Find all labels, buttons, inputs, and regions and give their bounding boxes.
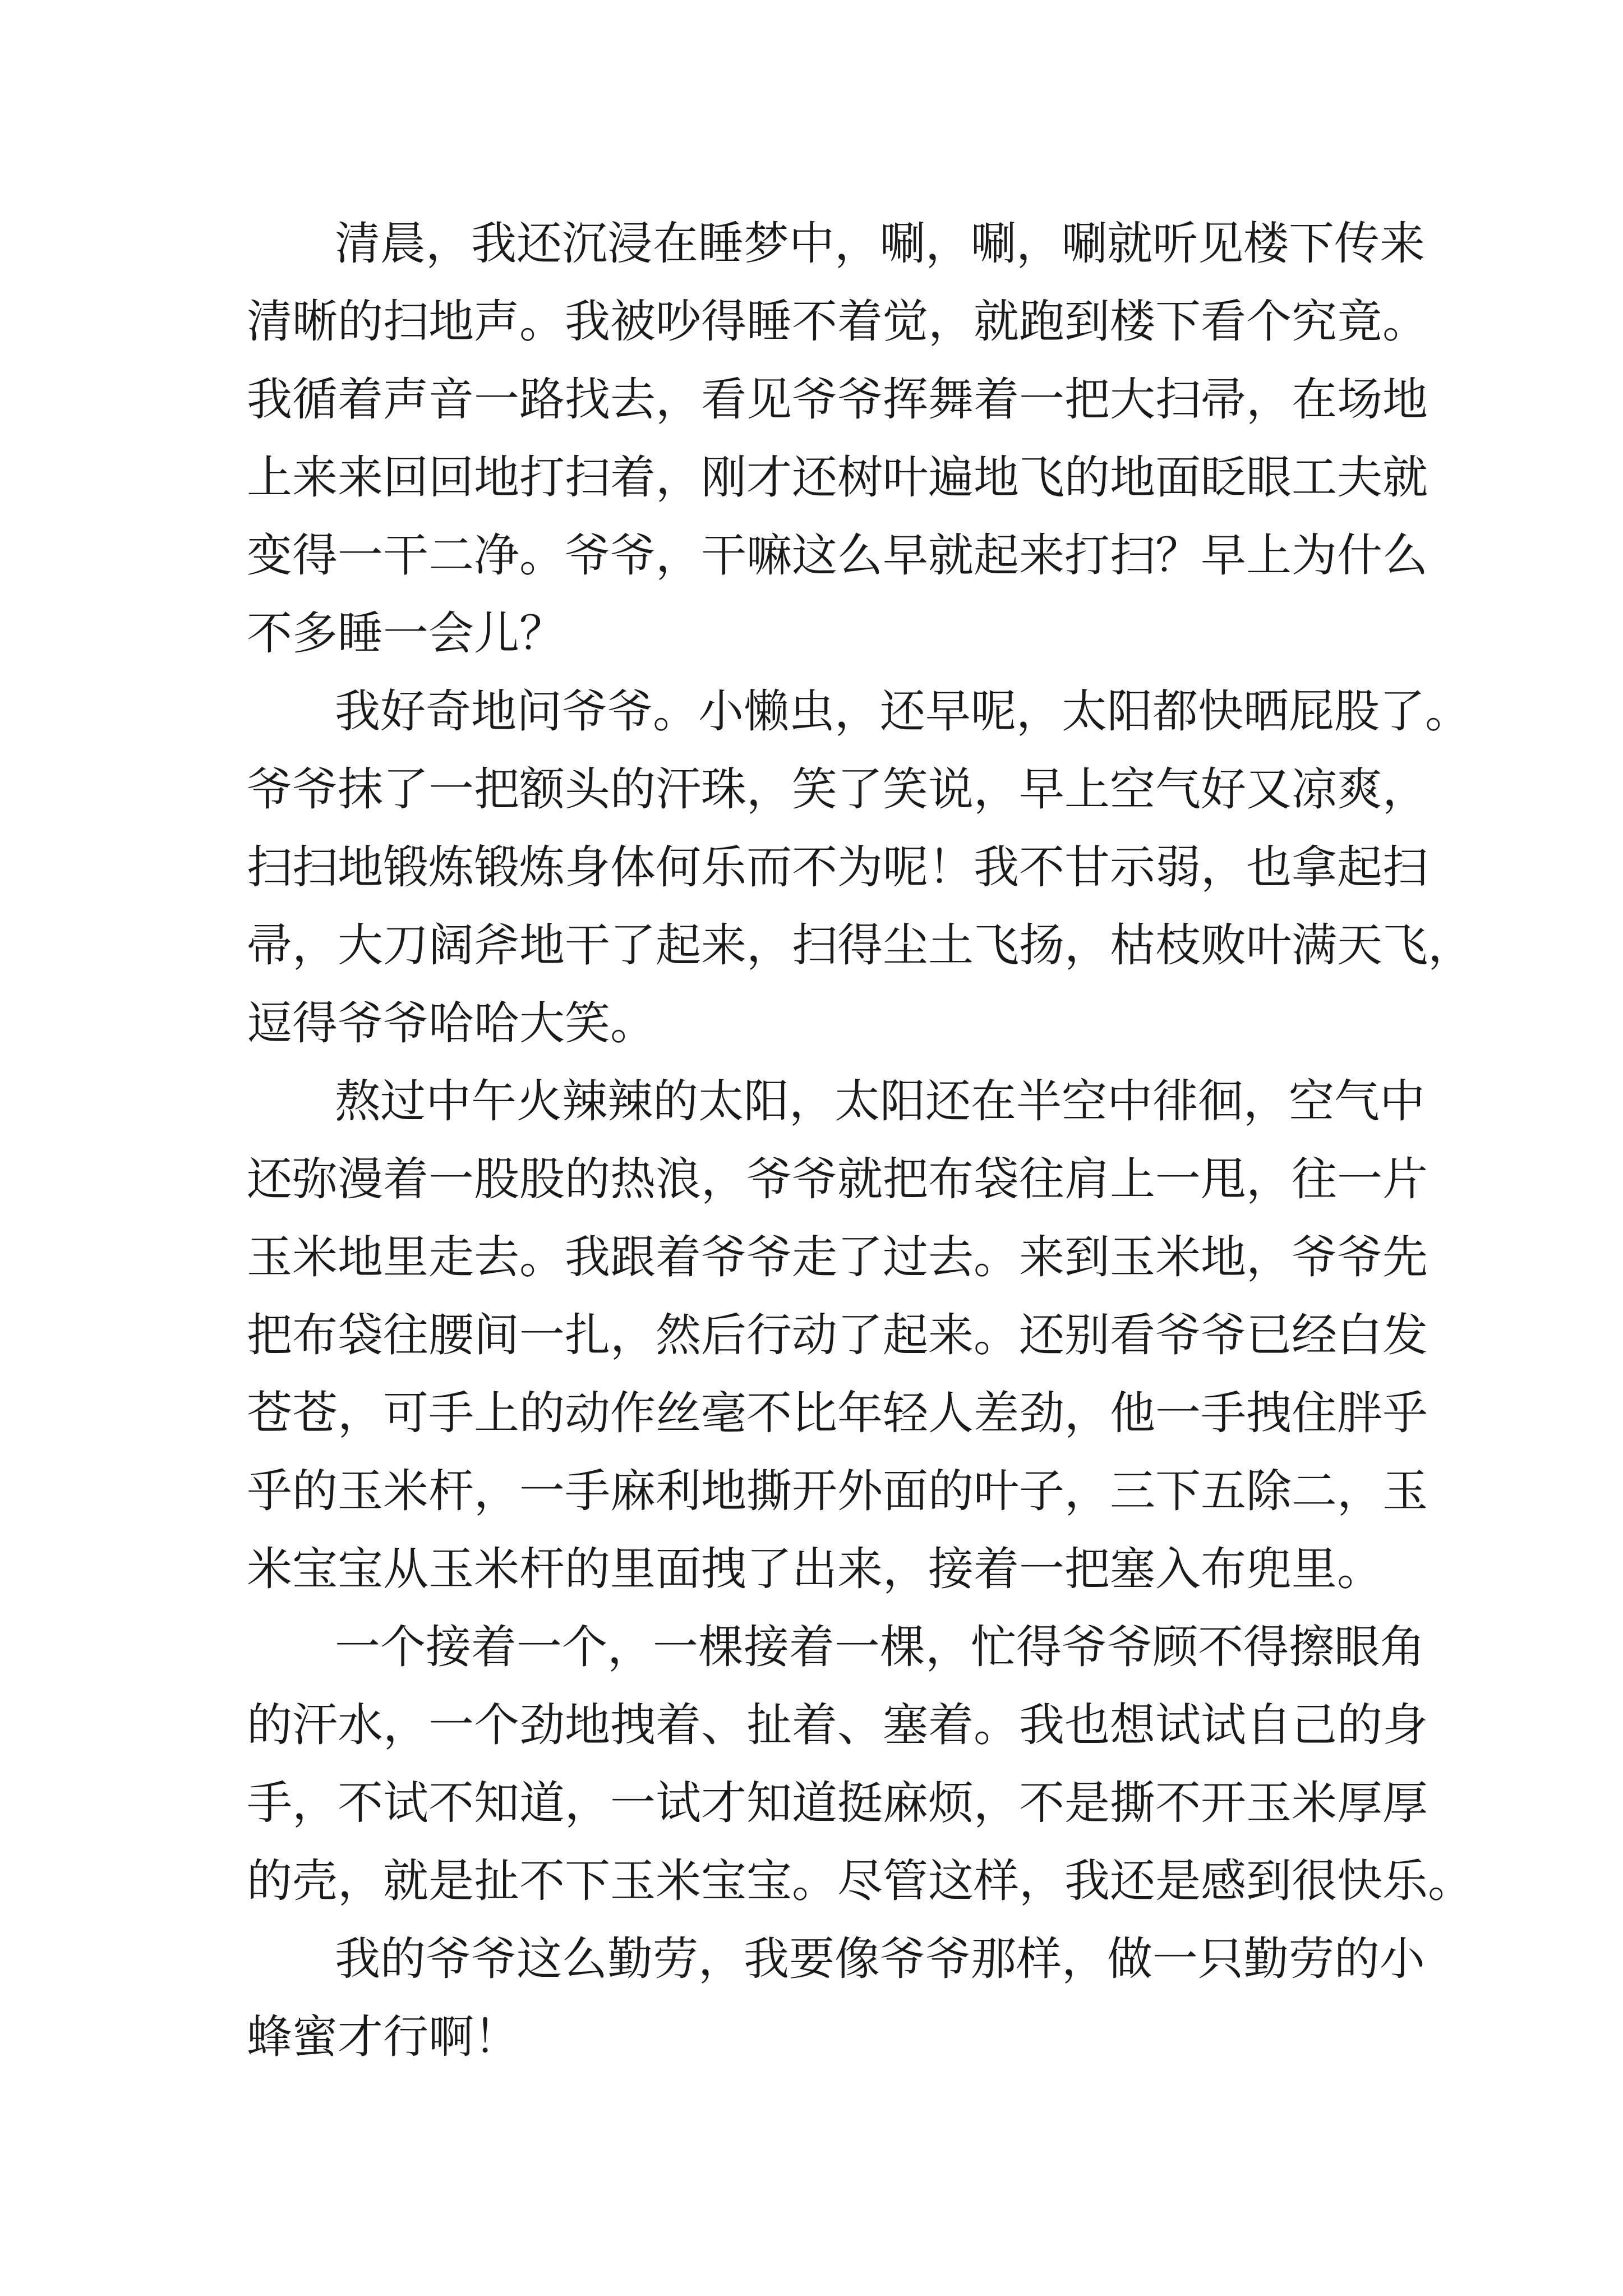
text-line xyxy=(0,984,1623,1063)
text-line xyxy=(0,1608,1623,1687)
line-text: 变得一干二净。爷爷，干嘛这么早就起来打扫？早上为什么 xyxy=(247,530,1428,582)
line-text: 清晨，我还沉浸在睡梦中，唰，唰，唰就听见楼下传来 xyxy=(335,218,1426,270)
text-line xyxy=(0,595,1623,673)
text-line xyxy=(0,1530,1623,1609)
line-text: 爷爷抹了一把额头的汗珠，笑了笑说，早上空气好又凉爽， xyxy=(247,763,1428,816)
line-text: 一个接着一个，一棵接着一棵，忙得爷爷顾不得擦眼角 xyxy=(335,1621,1426,1674)
line-text: 的汗水，一个劲地拽着、扯着、塞着。我也想试试自己的身 xyxy=(247,1699,1428,1752)
text-line xyxy=(0,205,1623,283)
line-text: 把布袋往腰间一扎，然后行动了起来。还别看爷爷已经白发 xyxy=(247,1309,1428,1362)
text-line xyxy=(0,1452,1623,1531)
text-line xyxy=(0,361,1623,439)
line-text: 苍苍，可手上的动作丝毫不比年轻人差劲，他一手拽住胖乎 xyxy=(247,1387,1428,1440)
text-line xyxy=(0,1374,1623,1453)
line-text: 的壳，就是扯不下玉米宝宝。尽管这样，我还是感到很快乐。 xyxy=(247,1855,1474,1908)
line-text: 手，不试不知道，一试才知道挺麻烦，不是撕不开玉米厚厚 xyxy=(247,1777,1428,1830)
text-line xyxy=(0,1842,1623,1921)
text-line xyxy=(0,907,1623,985)
text-line xyxy=(0,1218,1623,1297)
text-line xyxy=(0,1686,1623,1765)
line-text: 我循着声音一路找去，看见爷爷挥舞着一把大扫帚，在场地 xyxy=(247,374,1428,426)
text-line xyxy=(0,829,1623,907)
line-text: 米宝宝从玉米杆的里面拽了出来，接着一把塞入布兜里。 xyxy=(247,1543,1383,1596)
line-text: 蜂蜜才行啊！ xyxy=(247,2011,520,2064)
text-line xyxy=(0,283,1623,361)
text-line xyxy=(0,1764,1623,1843)
text-line xyxy=(0,1296,1623,1375)
line-text: 逗得爷爷哈哈大笑。 xyxy=(247,997,656,1050)
text-line xyxy=(0,1062,1623,1141)
line-text: 熬过中午火辣辣的太阳，太阳还在半空中徘徊，空气中 xyxy=(335,1075,1426,1128)
text-line xyxy=(0,1140,1623,1219)
text-line xyxy=(0,517,1623,595)
text-line xyxy=(0,1920,1623,1999)
line-text: 清晰的扫地声。我被吵得睡不着觉，就跑到楼下看个究竟。 xyxy=(247,296,1428,348)
text-line xyxy=(0,673,1623,751)
line-text: 帚，大刀阔斧地干了起来，扫得尘土飞扬，枯枝败叶满天飞， xyxy=(247,919,1474,972)
line-text: 还弥漫着一股股的热浪，爷爷就把布袋往肩上一甩，往一片 xyxy=(247,1153,1428,1206)
text-line xyxy=(0,751,1623,829)
text-line xyxy=(0,1998,1623,2077)
line-text: 玉米地里走去。我跟着爷爷走了过去。来到玉米地，爷爷先 xyxy=(247,1231,1428,1284)
line-text: 我的爷爷这么勤劳，我要像爷爷那样，做一只勤劳的小 xyxy=(335,1933,1426,1986)
line-text: 我好奇地问爷爷。小懒虫，还早呢，太阳都快晒屁股了。 xyxy=(335,685,1471,738)
line-text: 乎的玉米杆，一手麻利地撕开外面的叶子，三下五除二，玉 xyxy=(247,1465,1428,1518)
text-line xyxy=(0,439,1623,517)
line-text: 扫扫地锻炼锻炼身体何乐而不为呢！我不甘示弱，也拿起扫 xyxy=(247,841,1428,894)
line-text: 不多睡一会儿？ xyxy=(247,608,565,660)
line-text: 上来来回回地打扫着，刚才还树叶遍地飞的地面眨眼工夫就 xyxy=(247,452,1428,504)
